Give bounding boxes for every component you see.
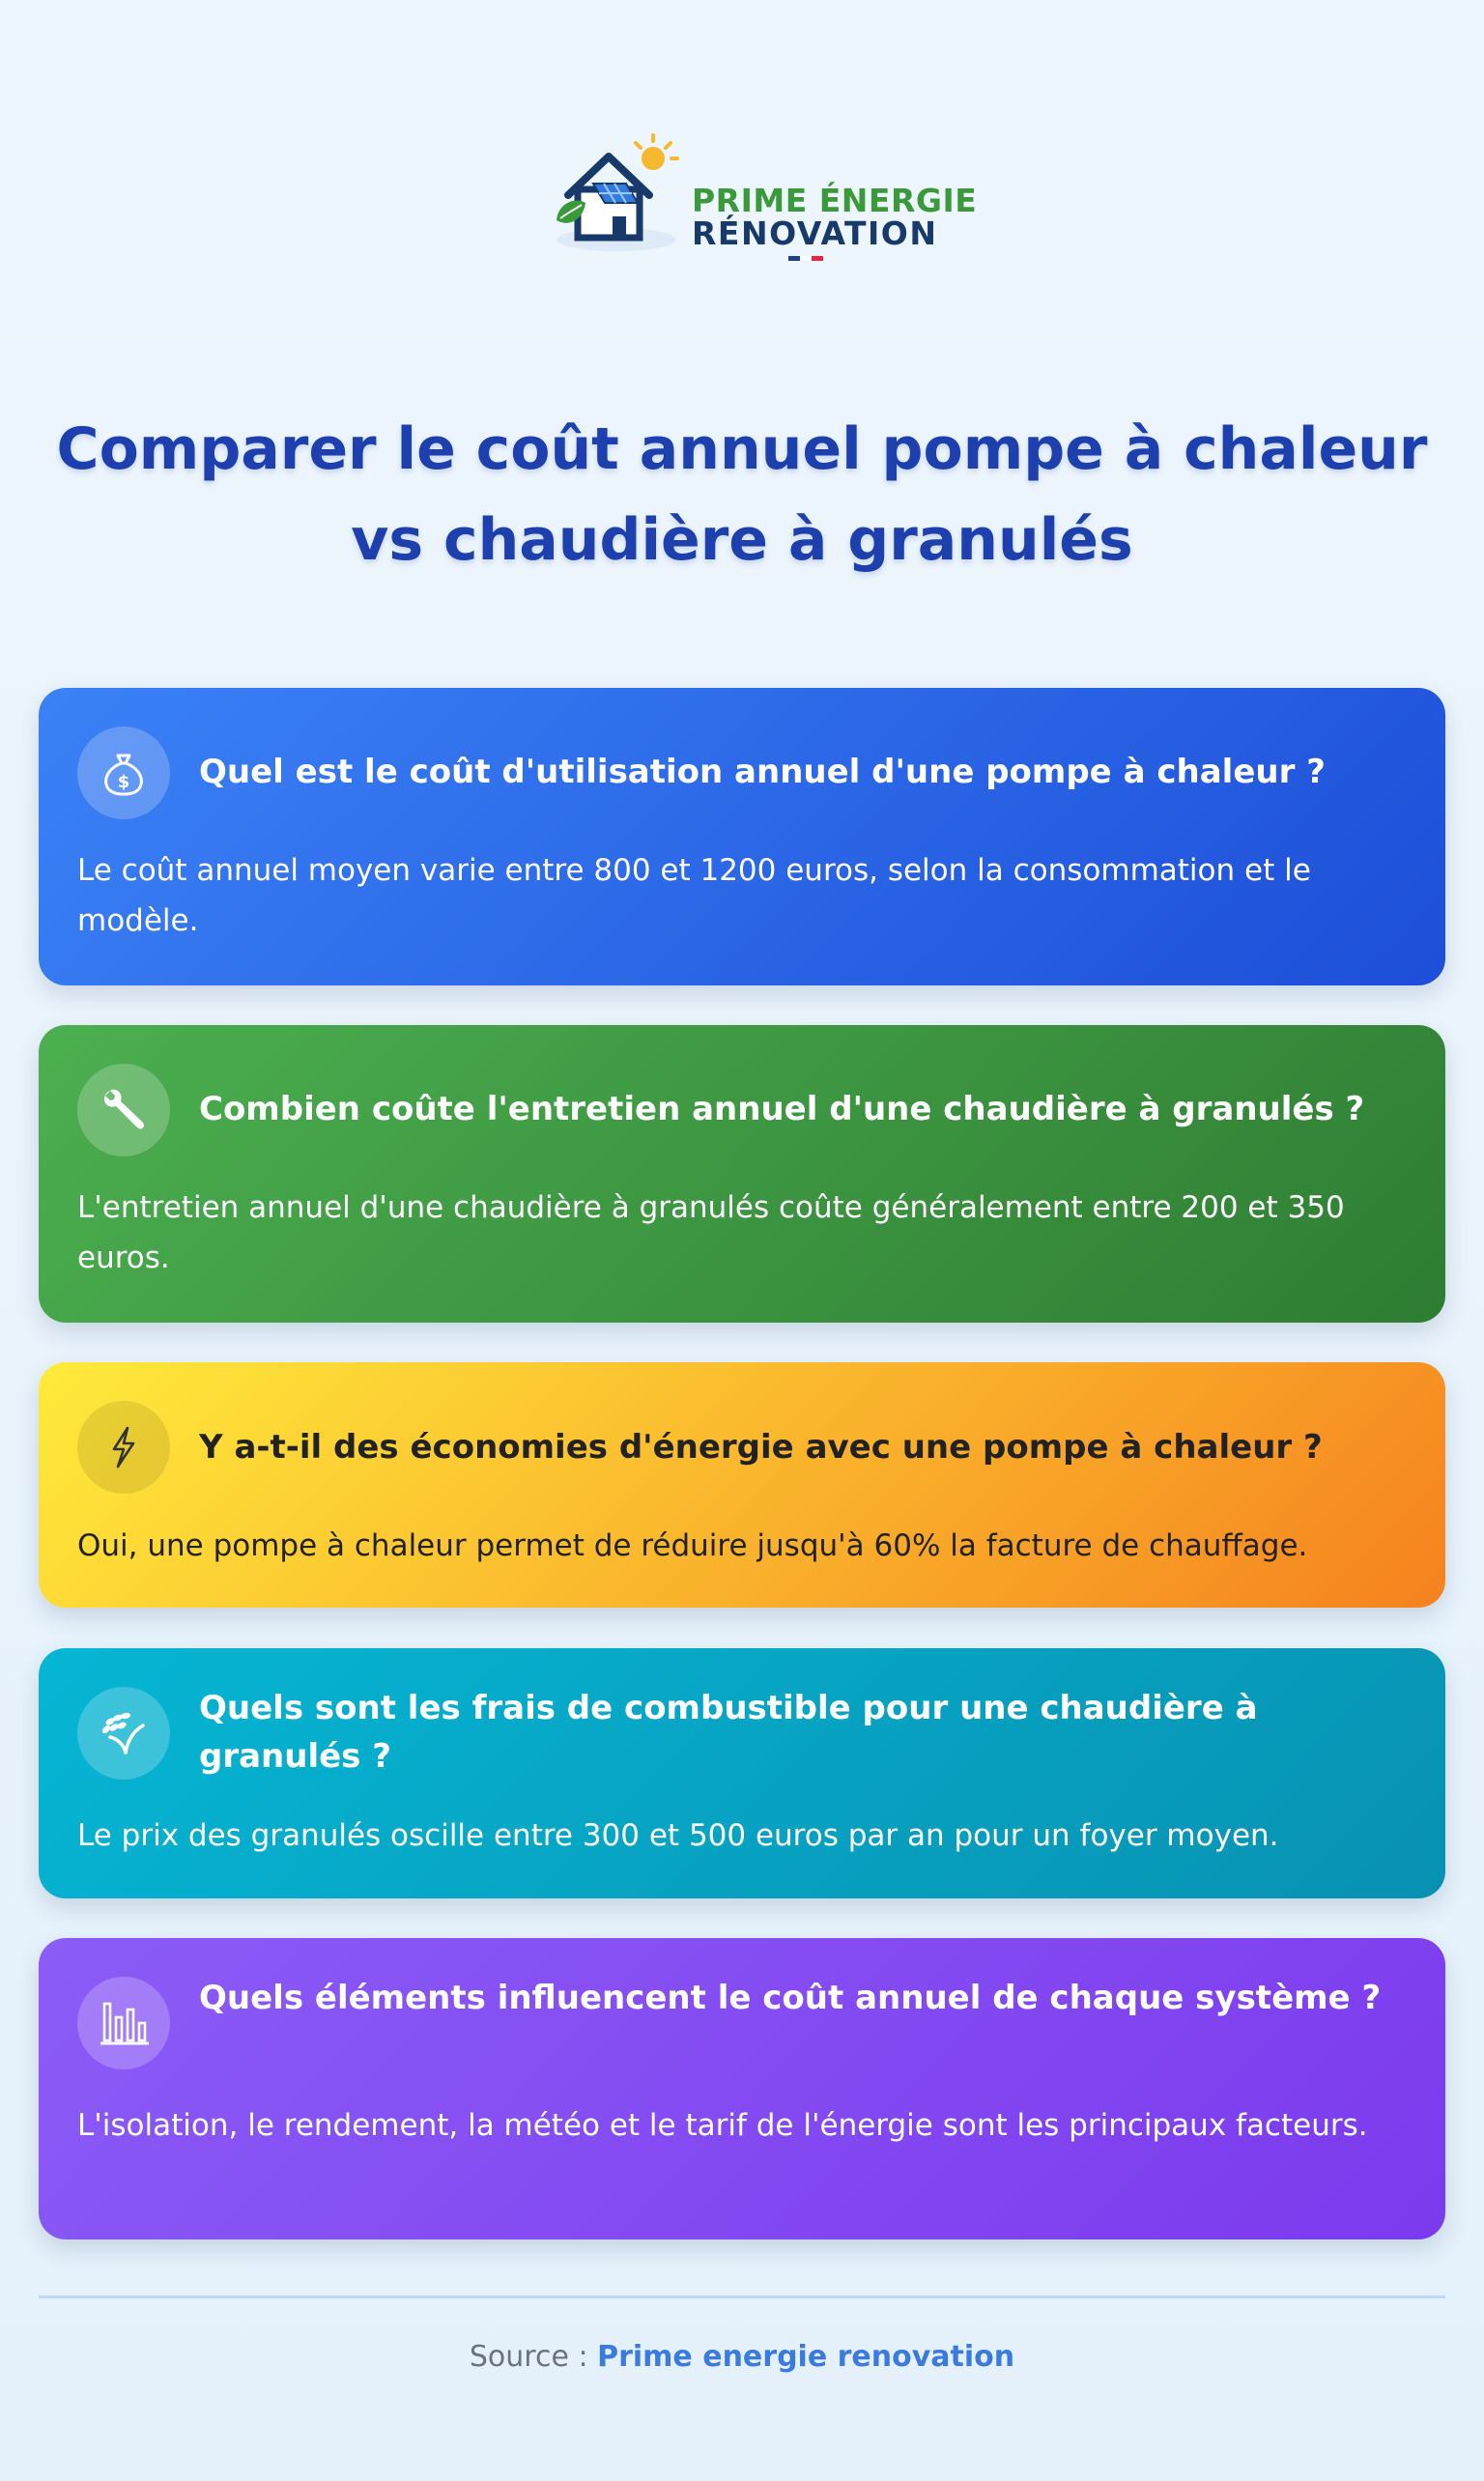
svg-text:$: $ [117, 772, 130, 792]
bar-chart-icon [77, 1977, 170, 2069]
lightning-icon [77, 1401, 170, 1494]
card-answer: Le coût annuel moyen varie entre 800 et 1200 euros, selon la consommation et le modèle. [77, 853, 1311, 938]
card-answer: Oui, une pompe à chaleur permet de réduire jusqu'à 60% la facture de chauffage. [77, 1528, 1308, 1563]
house-solar-icon [549, 126, 694, 261]
faq-card-energy-savings [39, 1362, 1445, 1608]
money-bag-icon [77, 727, 170, 819]
card-question: Quels sont les frais de combustible pour une chaudière à granulés ? [199, 1689, 1258, 1776]
faq-card-heat-pump-cost [39, 688, 1445, 985]
faq-card-boiler-maintenance [39, 1025, 1445, 1323]
source-link[interactable]: Prime energie renovation [597, 2340, 1015, 2374]
grain-icon [77, 1687, 170, 1780]
french-flag-icon [788, 256, 823, 261]
card-question: Combien coûte l'entretien annuel d'une chaudière à granulés ? [199, 1090, 1365, 1128]
footer-divider [39, 2296, 1445, 2298]
brand-logo [549, 126, 978, 271]
page-title: Comparer le coût annuel pompe à chaleur vs chaudière à granulés [56, 415, 1428, 574]
source-line [0, 2340, 1484, 2374]
source-label: Source : [469, 2340, 588, 2374]
logo-text-top: PRIME ÉNERGIE [692, 182, 978, 219]
faq-card-cost-factors [39, 1938, 1445, 2239]
card-answer: L'isolation, le rendement, la météo et le tarif de l'énergie sont les principaux facteurs. [77, 2108, 1368, 2143]
card-question: Quels éléments influencent le coût annuel de chaque système ? [199, 1979, 1382, 2017]
logo-text-bottom: RÉNOVATION [692, 214, 938, 252]
card-answer: L'entretien annuel d'une chaudière à granulés coûte généralement entre 200 et 350 euros. [77, 1190, 1345, 1275]
wrench-icon [77, 1064, 170, 1156]
card-answer: Le prix des granulés oscille entre 300 et 500 euros par an pour un foyer moyen. [77, 1818, 1279, 1853]
faq-card-fuel-costs [39, 1648, 1445, 1898]
card-question: Y a-t-il des économies d'énergie avec une pompe à chaleur ? [199, 1428, 1323, 1467]
card-question: Quel est le coût d'utilisation annuel d'une pompe à chaleur ? [199, 753, 1326, 791]
